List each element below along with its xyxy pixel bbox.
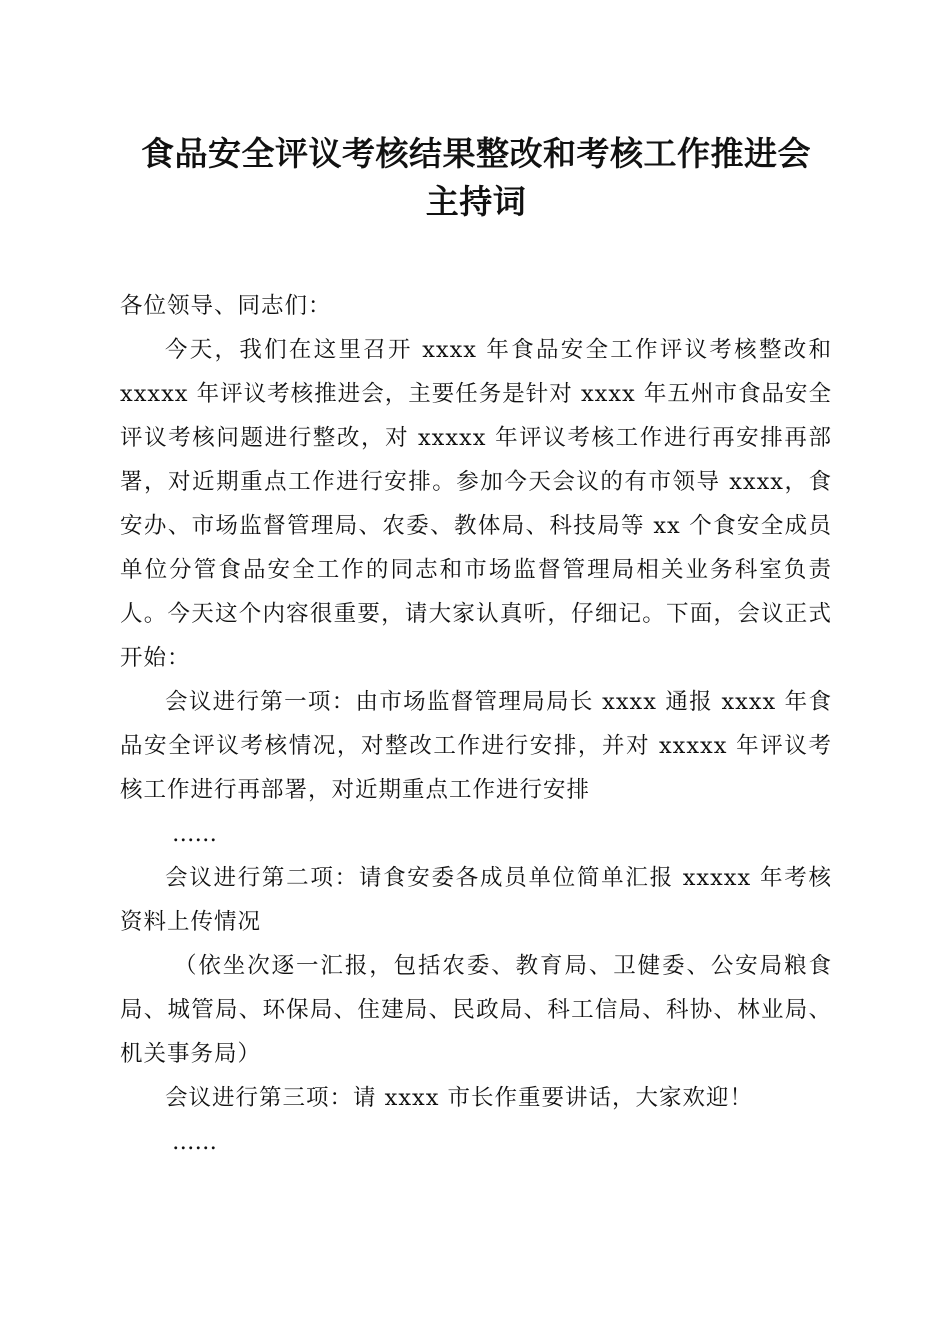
agenda-item-2: 会议进行第二项：请食安委各成员单位简单汇报 xxxxx 年考核资料上传情况: [120, 865, 832, 935]
ellipsis-1: ……: [172, 821, 217, 847]
paragraph-intro: 今天，我们在这里召开 xxxx 年食品安全工作评议考核整改和 xxxxx 年评议考核推进会，主要任务是针对 xxxx 年五州市食品安全评议考核问题进行整改，对 xxxxx 年评议考核工作进行再安排再部署，对近期重点工作进行安排。参加今天会议的有市领导 xxxx，食安办、市场监督管理局、农委、教体局、科技局等 xx 个食安全成员单位分管食品安全工作的同志和市场监督管理局相关业务科室负责人。今天这个内容很重要，请大家认真听，仔细记。下面，会议正式开始：: [120, 337, 832, 671]
ellipsis-2: ……: [172, 1129, 217, 1155]
document-page: [120, 130, 832, 1164]
agenda-item-3: 会议进行第三项：请 xxxx 市长作重要讲话，大家欢迎！: [165, 1085, 754, 1111]
agenda-item-2-note: （依坐次逐一汇报，包括农委、教育局、卫健委、公安局粮食局、城管局、环保局、住建局、民政局、科工信局、科协、林业局、机关事务局）: [120, 953, 832, 1067]
title-line-2: 主持词: [425, 182, 527, 221]
document-body: [120, 284, 832, 1164]
salutation: 各位领导、同志们：: [120, 293, 332, 319]
document-title: [120, 130, 832, 226]
title-line-1: 食品安全评议考核结果整改和考核工作推进会: [141, 134, 811, 173]
agenda-item-1: 会议进行第一项：由市场监督管理局局长 xxxx 通报 xxxx 年食品安全评议考核情况，对整改工作进行安排，并对 xxxxx 年评议考核工作进行再部署，对近期重点工作进行安排: [120, 689, 832, 803]
